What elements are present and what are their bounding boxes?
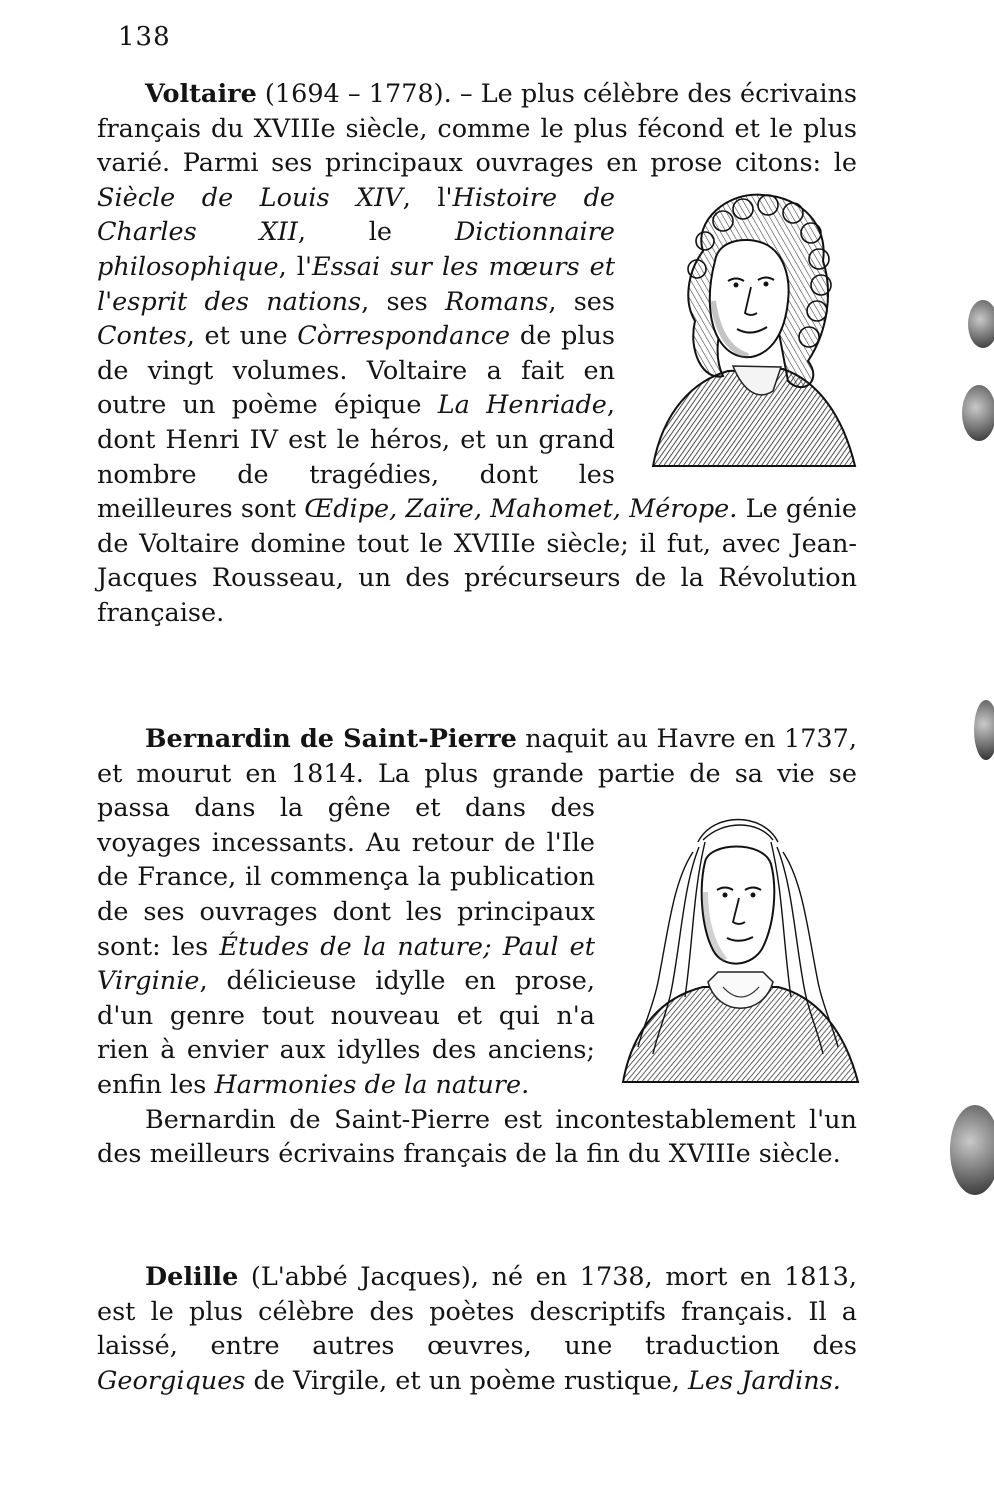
entry-name: Voltaire [145,79,257,109]
text-span: , ses [361,286,445,317]
text-span: , ses [548,286,615,317]
text-span: , l' [278,251,312,282]
work-title: Dictionnaire philosophique [97,217,615,282]
entry-name: Bernardin de Saint-Pierre [145,724,517,754]
text-span: Le génie de Voltaire domine tout le XVIIIe siècle; il fut, avec Jean-Jacques Rousseau, un des précurseurs de la Révolution française. [97,494,857,628]
work-title: Siècle de Louis XIV [97,182,403,213]
text-span: , et une [186,321,298,352]
text-span: de plus de vingt volumes. Voltaire a fait en outre un poème épique [97,321,615,421]
voltaire-portrait-icon [633,181,865,481]
edge-blot [974,700,994,760]
text-span: (1694 – 1778). – Le plus célèbre des écrivains français du XVIIIe siècle, comme le plus fécond et le plus varié. Parmi ses principaux ouvrages en prose citons: le [97,79,857,179]
work-title: Romans [444,286,549,317]
work-title: Histoire de Charles XII [97,182,615,248]
text-span: , dont Henri IV est le héros, et un grand nombre de tragédies, dont les meilleures sont [97,390,615,525]
edge-blot [968,300,994,348]
edge-blot [950,1105,994,1195]
text-span: , délicieuse idylle en prose, d'un genre tout nouveau et qui n'a rien à envier aux idylles des anciens; enfin les [97,966,595,1100]
edge-blot [962,385,994,441]
entry-name: Delille [145,1262,239,1292]
entry-delille [97,1260,857,1398]
work-title: Essai sur les mœurs et l'esprit des nations [97,251,615,317]
paragraph: Bernardin de Saint-Pierre est incontestablement l'un des meilleurs écrivains français de la fin du XVIIIe siècle. [97,1104,857,1170]
bernardin-portrait-icon [613,792,865,1092]
work-title: Les Jardins. [687,1365,841,1396]
work-title: Contes [97,321,187,352]
text-span: (L'abbé Jacques), né en 1738, mort en 1813, est le plus célèbre des poètes descriptifs français. Il a laissé, entre autres œuvres, une traduction des [97,1262,857,1362]
work-title: Œdipe, Zaïre, Mahomet, Mérope. [304,494,738,525]
text-span: de Virgile, et un poème rustique, [245,1365,688,1396]
work-title: Harmonies de la nature. [214,1069,530,1100]
page-number: 138 [118,22,171,52]
voltaire-portrait-engraving [633,181,865,481]
text-span: , l' [402,182,453,213]
text-span: , le [297,217,455,248]
bernardin-portrait-engraving [613,792,865,1092]
work-title: Georgiques [97,1365,246,1396]
work-title: Còrrespondance [297,321,511,352]
entry-voltaire [97,77,857,631]
entry-bernardin [97,722,857,1172]
text-span: naquit au Havre en 1737, et mourut en 1814. La plus grande partie de sa vie se passa dans la gêne et dans des voyages incessants. Au retour de l'Ile de France, il commença la publication de ses ouvrages dont les principaux sont: les [97,724,857,962]
work-title: La Henriade [437,390,607,421]
work-title: Études de la nature; Paul et Virginie [97,931,596,997]
